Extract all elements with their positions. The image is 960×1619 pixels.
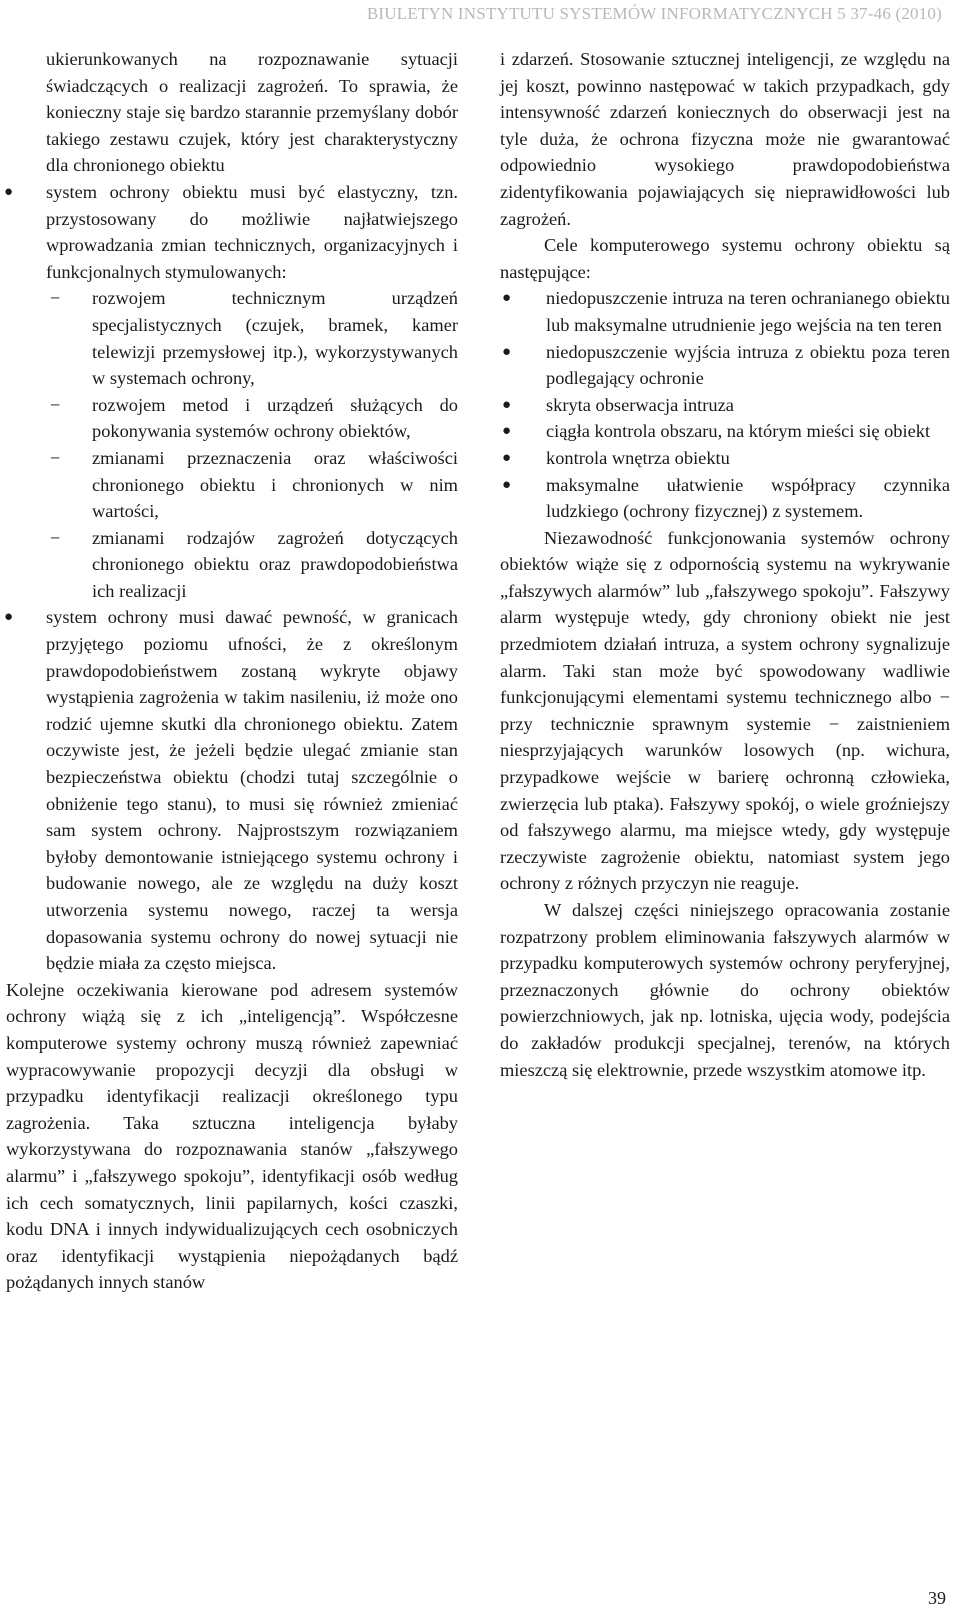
goal-item bbox=[500, 472, 950, 525]
dash-text: rozwojem technicznym urządzeń specjalistycznych (czujek, bramek, kamer telewizji przemysłowej itp.), wykorzystywanych w systemach ochrony, bbox=[92, 288, 458, 389]
dash-text: zmianami rodzajów zagrożeń dotyczących chronionego obiektu oraz prawdopodobieństwa ich realizacji bbox=[92, 527, 458, 601]
bullet-icon: ● bbox=[502, 343, 512, 360]
dash-item bbox=[6, 525, 458, 605]
bullet-item-certainty bbox=[6, 604, 458, 976]
scope-paragraph: W dalszej części niniejszego opracowania zostanie rozpatrzony problem eliminowania fałszywych alarmów w przypadku komputerowych systemów ochrony peryferyjnej, przeznaczonych głównie do ochrony obiektów powierzchniowych, jak np. lotniska, ujęcia wody, podejścia do zakładów produkcji specjalnej, terenów, na których mieszczą się elektrownie, przede wszystkim atomowe itp. bbox=[500, 900, 950, 1080]
goal-item bbox=[500, 418, 950, 445]
bullet-icon: ● bbox=[502, 476, 512, 493]
dash-text: zmianami przeznaczenia oraz właściwości chronionego obiektu i chronionych w nim wartości, bbox=[92, 447, 458, 522]
goal-item bbox=[500, 445, 950, 472]
bullet-icon: ● bbox=[502, 423, 512, 440]
dash-item bbox=[6, 445, 458, 525]
bullet-text: system ochrony obiektu musi być elastyczny, tzn. przystosowany do możliwie najłatwiejszego wprowadzania zmian technicznych, organizacyjnych i funkcjonalnych stymulowanych: bbox=[46, 181, 458, 282]
dash-text: rozwojem metod i urządzeń służących do pokonywania systemów ochrony obiektów, bbox=[92, 394, 458, 442]
goal-text: skryta obserwacja intruza bbox=[546, 394, 734, 415]
left-bullet-list-2 bbox=[6, 604, 458, 976]
bullet-text: system ochrony musi dawać pewność, w granicach przyjętego poziomu ufności, że z określonym prawdopodobieństwem zostaną wykryte objawy wystąpienia zagrożenia w takim nasileniu, iż może ono rodzić ujemne skutki dla chronionego obiektu. Zatem oczywiste jest, że jeżeli będzie ulegać zmianie stan bezpieczeństwa obiektu (chodzi tutaj szczególnie o obniżenie tego stanu), to musi się również zmieniać sam system ochrony. Najprostszym rozwiązaniem byłoby demontowanie istniejącego systemu ochrony i budowanie nowego, ale ze względu na duży koszt utworzenia systemu nowego, raczej ta wersja dopasowania systemu ochrony do nowej sytuacji nie będzie miała za często miejsca. bbox=[46, 607, 458, 974]
right-lead-text: i zdarzeń. Stosowanie sztucznej inteligencji, ze względu na jej koszt, powinno następować w takich przypadkach, gdy intensywność zdarzeń koniecznych do obserwacji jest na tyle duża, że ochrona fizyczna może nie gwarantować odpowiednio wysokiego prawdopodobieństwa zidentyfikowania pojawiających się nieprawidłowości lub zagrożeń. bbox=[500, 49, 950, 229]
left-lead-text: ukierunkowanych na rozpoznawanie sytuacji świadczących o realizacji zagrożeń. To sprawia, że konieczny staje się bardzo starannie przemyślany dobór takiego zestawu czujek, który jest charakterystyczny dla chronionego obiektu bbox=[46, 49, 458, 176]
bullet-icon: ● bbox=[502, 290, 512, 307]
left-bullet-list bbox=[6, 179, 458, 285]
goals-list bbox=[500, 285, 950, 524]
dash-list bbox=[6, 285, 458, 604]
bullet-icon: ● bbox=[502, 449, 512, 466]
dash-icon: − bbox=[50, 288, 61, 309]
goal-item bbox=[500, 392, 950, 419]
dash-icon: − bbox=[50, 394, 61, 415]
dash-icon: − bbox=[50, 527, 61, 548]
page-number: 39 bbox=[928, 1588, 946, 1608]
goal-text: maksymalne ułatwienie współpracy czynnika ludzkiego (ochrony fizycznej) z systemem. bbox=[546, 474, 950, 522]
reliability-paragraph: Niezawodność funkcjonowania systemów ochrony obiektów wiąże się z odpornością systemu na wykrywanie „fałszywych alarmów” lub „fałszywego spokoju”. Fałszywy alarm występuje wtedy, gdy chroniony obiekt nie jest przedmiotem działań intruza, a system ochrony sygnalizuje alarm. Taki stan może być spowodowany wadliwie funkcjonującymi elementami systemu technicznego albo − przy technicznie sprawnym systemie − zaistnieniem niesprzyjających warunków losowych (np. wichura, przypadkowe wejście w barierę ochronną człowieka, zwierzęcia lub ptaka). Fałszywy spokój, o wiele groźniejszy od fałszywego alarmu, ma miejsce wtedy, gdy występuje rzeczywiste zagrożenie obiektu, natomiast system jego ochrony z różnych przyczyn nie reaguje. bbox=[500, 527, 950, 894]
left-column bbox=[6, 46, 458, 1296]
goal-item bbox=[500, 285, 950, 338]
goal-item bbox=[500, 339, 950, 392]
goals-intro: Cele komputerowego systemu ochrony obiektu są następujące: bbox=[500, 235, 950, 282]
goal-text: niedopuszczenie wyjścia intruza z obiektu poza teren podlegający ochronie bbox=[546, 341, 950, 389]
dash-item bbox=[6, 285, 458, 391]
bullet-item-flexibility bbox=[6, 179, 458, 285]
bullet-icon: ● bbox=[4, 183, 14, 200]
bullet-icon: ● bbox=[4, 609, 14, 626]
goal-text: ciągła kontrola obszaru, na którym mieści się obiekt bbox=[546, 421, 931, 442]
dash-icon: − bbox=[50, 447, 61, 468]
dash-item bbox=[6, 392, 458, 445]
right-column bbox=[500, 46, 950, 1083]
left-paragraph: Kolejne oczekiwania kierowane pod adresem systemów ochrony wiążą się z ich „inteligencją”. Współczesne komputerowe systemy ochrony muszą również zapewniać wypracowywanie propozycji decyzji dla obsługi w przypadku identyfikacji realizacji określonego typu zagrożenia. Taka sztuczna inteligencja byłaby wykorzystywana do rozpoznawania stanów „fałszywego alarmu” i „fałszywego spokoju”, identyfikacji osób według ich cech somatycznych, linii papilarnych, kości czaszki, kodu DNA i innych indywidualizujących cech osobniczych oraz identyfikacji wystąpienia niepożądanych bądź pożądanych innych stanów bbox=[6, 979, 458, 1293]
bullet-icon: ● bbox=[502, 396, 512, 413]
running-header: BIULETYN INSTYTUTU SYSTEMÓW INFORMATYCZNYCH 5 37-46 (2010) bbox=[366, 4, 942, 23]
goal-text: kontrola wnętrza obiektu bbox=[546, 447, 730, 468]
goal-text: niedopuszczenie intruza na teren ochranianego obiektu lub maksymalne utrudnienie jego wejścia na ten teren bbox=[546, 288, 950, 335]
